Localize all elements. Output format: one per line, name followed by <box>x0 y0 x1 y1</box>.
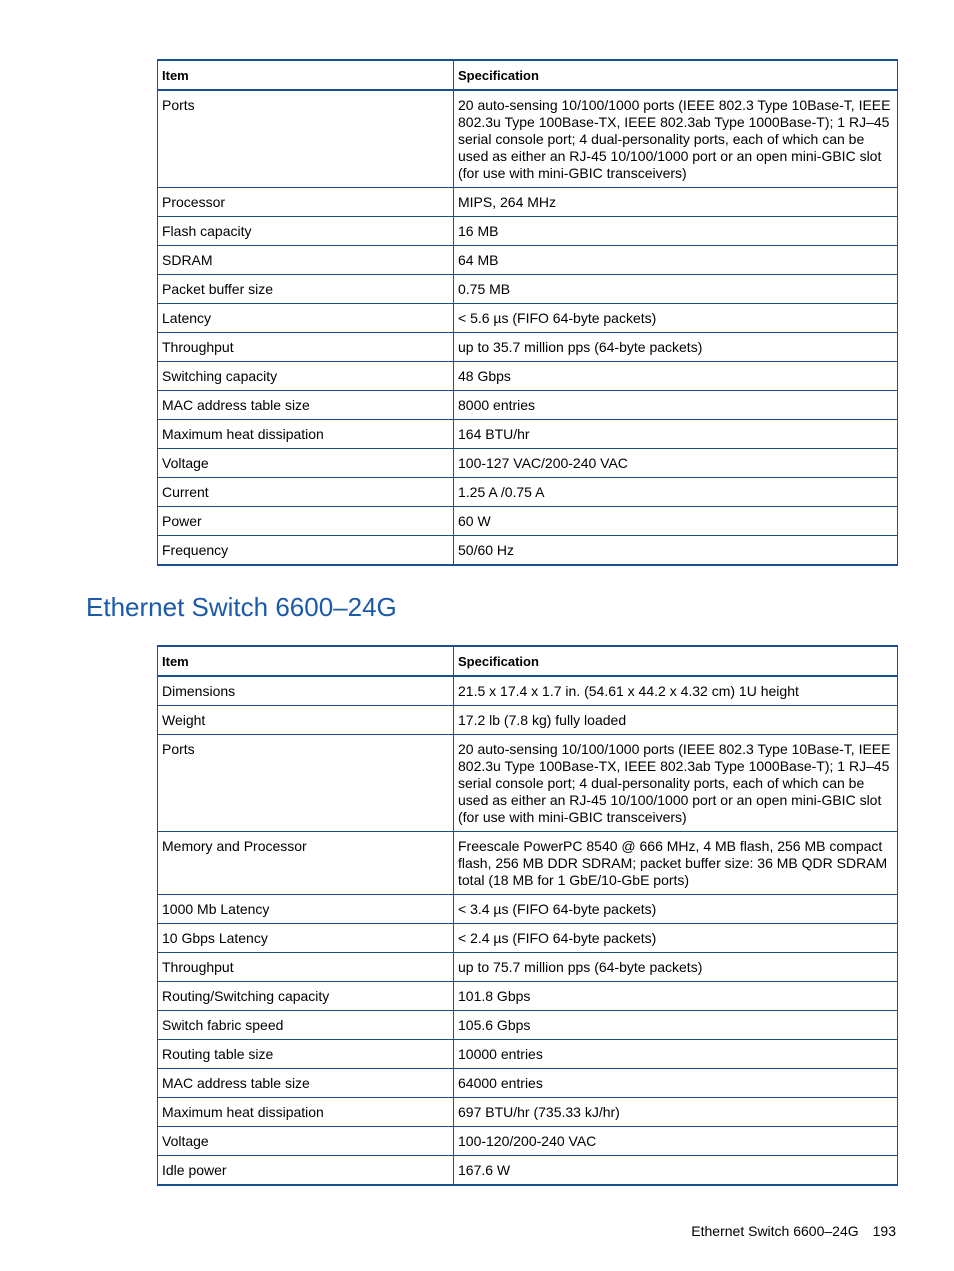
specification-cell: 17.2 lb (7.8 kg) fully loaded <box>454 706 898 735</box>
table-row <box>158 507 898 536</box>
specification-cell: 64 MB <box>454 246 898 275</box>
header-specification: Specification <box>454 646 898 676</box>
table-body <box>158 676 898 1185</box>
table-row <box>158 217 898 246</box>
specification-cell: 697 BTU/hr (735.33 kJ/hr) <box>454 1098 898 1127</box>
specification-cell: 105.6 Gbps <box>454 1011 898 1040</box>
item-cell: Flash capacity <box>158 217 454 246</box>
item-cell: Routing table size <box>158 1040 454 1069</box>
table-row <box>158 676 898 706</box>
item-cell: Maximum heat dissipation <box>158 1098 454 1127</box>
item-cell: 10 Gbps Latency <box>158 924 454 953</box>
table-header <box>158 646 898 676</box>
item-cell: Power <box>158 507 454 536</box>
table-row <box>158 1040 898 1069</box>
table-body <box>158 90 898 565</box>
spec-table-1 <box>157 59 898 566</box>
item-cell: Throughput <box>158 333 454 362</box>
table-row <box>158 449 898 478</box>
item-cell: Weight <box>158 706 454 735</box>
header-row <box>158 646 898 676</box>
spec-table-2 <box>157 645 898 1186</box>
header-row <box>158 60 898 90</box>
item-cell: Memory and Processor <box>158 832 454 895</box>
table-row <box>158 188 898 217</box>
item-cell: Switch fabric speed <box>158 1011 454 1040</box>
table-row <box>158 90 898 188</box>
specification-cell: < 3.4 µs (FIFO 64-byte packets) <box>454 895 898 924</box>
specification-cell: 16 MB <box>454 217 898 246</box>
item-cell: SDRAM <box>158 246 454 275</box>
specification-cell: MIPS, 264 MHz <box>454 188 898 217</box>
table-row <box>158 362 898 391</box>
header-specification: Specification <box>454 60 898 90</box>
specification-cell: up to 75.7 million pps (64-byte packets) <box>454 953 898 982</box>
table-row <box>158 982 898 1011</box>
table-row <box>158 536 898 566</box>
table-row <box>158 1098 898 1127</box>
table-row <box>158 1069 898 1098</box>
table-row <box>158 832 898 895</box>
specification-cell: 21.5 x 17.4 x 1.7 in. (54.61 x 44.2 x 4.32 cm) 1U height <box>454 676 898 706</box>
table-row <box>158 706 898 735</box>
header-item: Item <box>158 646 454 676</box>
table-row <box>158 391 898 420</box>
specification-cell: 101.8 Gbps <box>454 982 898 1011</box>
item-cell: Packet buffer size <box>158 275 454 304</box>
specification-cell: 167.6 W <box>454 1156 898 1186</box>
header-item: Item <box>158 60 454 90</box>
table-row <box>158 1127 898 1156</box>
specification-cell: 164 BTU/hr <box>454 420 898 449</box>
specification-cell: 64000 entries <box>454 1069 898 1098</box>
page-footer <box>691 1222 896 1240</box>
running-title: Ethernet Switch 6600–24G <box>691 1223 859 1239</box>
item-cell: MAC address table size <box>158 391 454 420</box>
table-row <box>158 478 898 507</box>
specification-cell: 48 Gbps <box>454 362 898 391</box>
specification-cell: 60 W <box>454 507 898 536</box>
table-row <box>158 275 898 304</box>
table-row <box>158 953 898 982</box>
specification-cell: < 5.6 µs (FIFO 64-byte packets) <box>454 304 898 333</box>
item-cell: Ports <box>158 735 454 832</box>
table-row <box>158 735 898 832</box>
specification-cell: 100-127 VAC/200-240 VAC <box>454 449 898 478</box>
item-cell: Throughput <box>158 953 454 982</box>
specification-cell: up to 35.7 million pps (64-byte packets) <box>454 333 898 362</box>
specification-cell: 1.25 A /0.75 A <box>454 478 898 507</box>
item-cell: MAC address table size <box>158 1069 454 1098</box>
specification-cell: 10000 entries <box>454 1040 898 1069</box>
table-header <box>158 60 898 90</box>
specification-cell: 0.75 MB <box>454 275 898 304</box>
item-cell: Ports <box>158 90 454 188</box>
table-row <box>158 924 898 953</box>
table-row <box>158 1011 898 1040</box>
specification-cell: 20 auto-sensing 10/100/1000 ports (IEEE 802.3 Type 10Base-T, IEEE 802.3u Type 100Base-TX, IEEE 802.3ab Type 1000Base-T); 1 RJ–45 serial console port; 4 dual-personality ports, each of which can be used as either an RJ-45 10/100/1000 port or an open mini-GBIC slot (for use with mini-GBIC transceivers) <box>454 735 898 832</box>
table-row <box>158 304 898 333</box>
item-cell: 1000 Mb Latency <box>158 895 454 924</box>
item-cell: Latency <box>158 304 454 333</box>
table-row <box>158 333 898 362</box>
item-cell: Voltage <box>158 1127 454 1156</box>
section-heading: Ethernet Switch 6600–24G <box>86 592 397 622</box>
specification-cell: 20 auto-sensing 10/100/1000 ports (IEEE 802.3 Type 10Base-T, IEEE 802.3u Type 100Base-TX, IEEE 802.3ab Type 1000Base-T); 1 RJ–45 serial console port; 4 dual-personality ports, each of which can be used as either an RJ-45 10/100/1000 port or an open mini-GBIC slot (for use with mini-GBIC transceivers) <box>454 90 898 188</box>
table-row <box>158 895 898 924</box>
page-number: 193 <box>872 1223 896 1239</box>
item-cell: Switching capacity <box>158 362 454 391</box>
specification-cell: < 2.4 µs (FIFO 64-byte packets) <box>454 924 898 953</box>
item-cell: Idle power <box>158 1156 454 1186</box>
item-cell: Dimensions <box>158 676 454 706</box>
table-row <box>158 1156 898 1186</box>
item-cell: Routing/Switching capacity <box>158 982 454 1011</box>
item-cell: Processor <box>158 188 454 217</box>
item-cell: Maximum heat dissipation <box>158 420 454 449</box>
item-cell: Frequency <box>158 536 454 566</box>
table-row <box>158 246 898 275</box>
specification-cell: Freescale PowerPC 8540 @ 666 MHz, 4 MB flash, 256 MB compact flash, 256 MB DDR SDRAM; packet buffer size: 36 MB QDR SDRAM total (18 MB for 1 GbE/10-GbE ports) <box>454 832 898 895</box>
item-cell: Current <box>158 478 454 507</box>
item-cell: Voltage <box>158 449 454 478</box>
specification-cell: 50/60 Hz <box>454 536 898 566</box>
specification-cell: 8000 entries <box>454 391 898 420</box>
table-row <box>158 420 898 449</box>
specification-cell: 100-120/200-240 VAC <box>454 1127 898 1156</box>
